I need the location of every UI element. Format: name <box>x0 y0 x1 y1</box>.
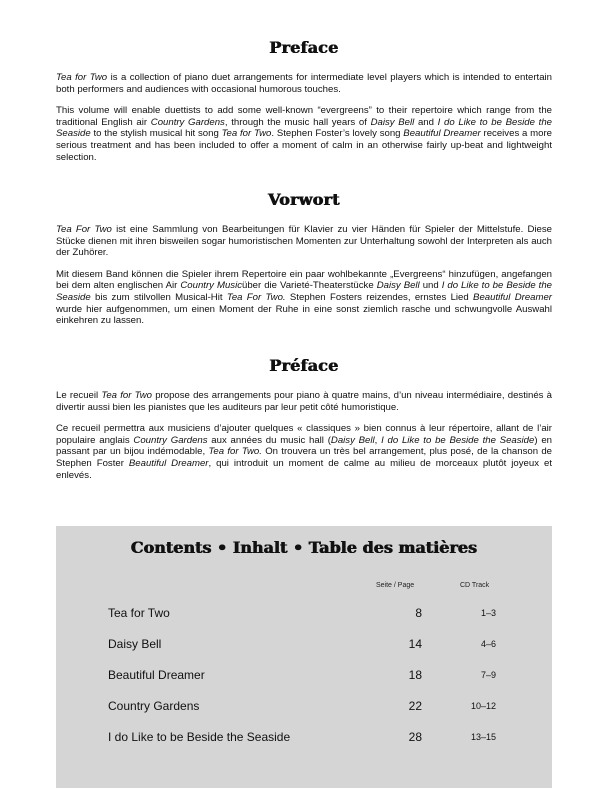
preface-text-en <box>56 72 552 173</box>
toc-title: I do Like to be Beside the Seaside <box>108 730 291 744</box>
toc-cd-track: 13–15 <box>470 732 496 742</box>
preface-en-paragraph-2: This volume will enable duettists to add some well-known “evergreens” to their repertoire which range from the traditional English air Country Gardens, through the music hall years of Daisy Bell and I do Like to be Beside the Seaside to the stylish musical hit song Tea for Two. Stephen Foster’s lovely song Beautiful Dreamer receives a more serious treatment and has been included to offer a moment of calm in an otherwise fairly up-beat and lightweight selection. <box>56 105 552 163</box>
preface-text-fr <box>56 390 552 491</box>
toc-row[interactable] <box>56 730 552 750</box>
toc-page-number: 28 <box>408 730 422 744</box>
toc-page-number: 8 <box>415 606 422 620</box>
toc-page-number: 18 <box>408 668 422 682</box>
preface-fr-paragraph-2: Ce recueil permettra aux musiciens d’ajouter quelques « classiques » bien connus à leur répertoire, allant de l’air populaire anglais Country Gardens aux années du music hall (Daisy Bell, I do Like to be Beside the Seaside) en passant par un bijou indémodable, Tea for Two. On trouvera un très bel arrangement, plus posé, de la chanson de Stephen Foster Beautiful Dreamer, qui introduit un moment de calme au milieu de morceaux plutôt joyeux et enlevés. <box>56 423 553 481</box>
toc-cd-track: 1–3 <box>480 608 496 618</box>
toc-cd-track: 10–12 <box>470 701 496 711</box>
page-column-header: Seite / Page <box>376 582 415 589</box>
preface-en-paragraph-1: Tea for Two is a collection of piano duet arrangements for intermediate level players which is intended to entertain both performers and audiences with occasional humorous touches. <box>56 72 552 95</box>
toc-cd-track: 4–6 <box>480 639 496 649</box>
toc-title: Tea for Two <box>108 606 170 620</box>
toc-title: Country Gardens <box>108 699 200 713</box>
preface-fr-paragraph-1: Le recueil Tea for Two propose des arrangements pour piano à quatre mains, d’un niveau intermédiaire, destinés à divertir aussi bien les pianistes que les auditeurs par leur petit côté humoristique. <box>56 390 553 413</box>
preface-title-de: Vorwort <box>268 190 340 209</box>
preface-title-en: Preface <box>269 38 339 57</box>
track-column-header: CD Track <box>460 582 490 589</box>
toc-row[interactable] <box>56 637 552 657</box>
toc-row[interactable] <box>56 699 552 719</box>
toc-page-number: 14 <box>408 637 422 651</box>
preface-title-fr: Préface <box>269 356 339 375</box>
contents-title: Contents • Inhalt • Table des matières <box>130 538 478 557</box>
toc-title: Daisy Bell <box>108 637 162 651</box>
contents-box <box>56 526 552 788</box>
toc-row[interactable] <box>56 668 552 688</box>
preface-de-paragraph-1: Tea For Two ist eine Sammlung von Bearbeitungen für Klavier zu vier Händen für Spieler der Mittelstufe. Diese Stücke dienen mit ihren bisweilen sogar humoristischen Momenten zur Unterhaltung sowohl der Interpreten als auch der Zuhörer. <box>56 224 552 259</box>
preface-de-paragraph-2: Mit diesem Band können die Spieler ihrem Repertoire ein paar wohlbekannte „Evergreens“ hinzufügen, angefangen bei dem alten englischen Air Country Musicüber die Varieté-Theaterstücke Daisy Bell und I do Like to be Beside the Seaside bis zum stilvollen Musical-Hit Tea For Two. Stephen Fosters reizendes, ernstes Lied Beautiful Dreamer wurde hier aufgenommen, um einen Moment der Ruhe in eine sonst ziemlich rasche und schwungvolle Auswahl einkehren zu lassen. <box>56 268 553 327</box>
toc-title: Beautiful Dreamer <box>108 668 205 682</box>
preface-text-de <box>56 224 552 337</box>
toc-row[interactable] <box>56 606 552 626</box>
toc-cd-track: 7–9 <box>480 670 496 680</box>
toc-page-number: 22 <box>408 699 422 713</box>
